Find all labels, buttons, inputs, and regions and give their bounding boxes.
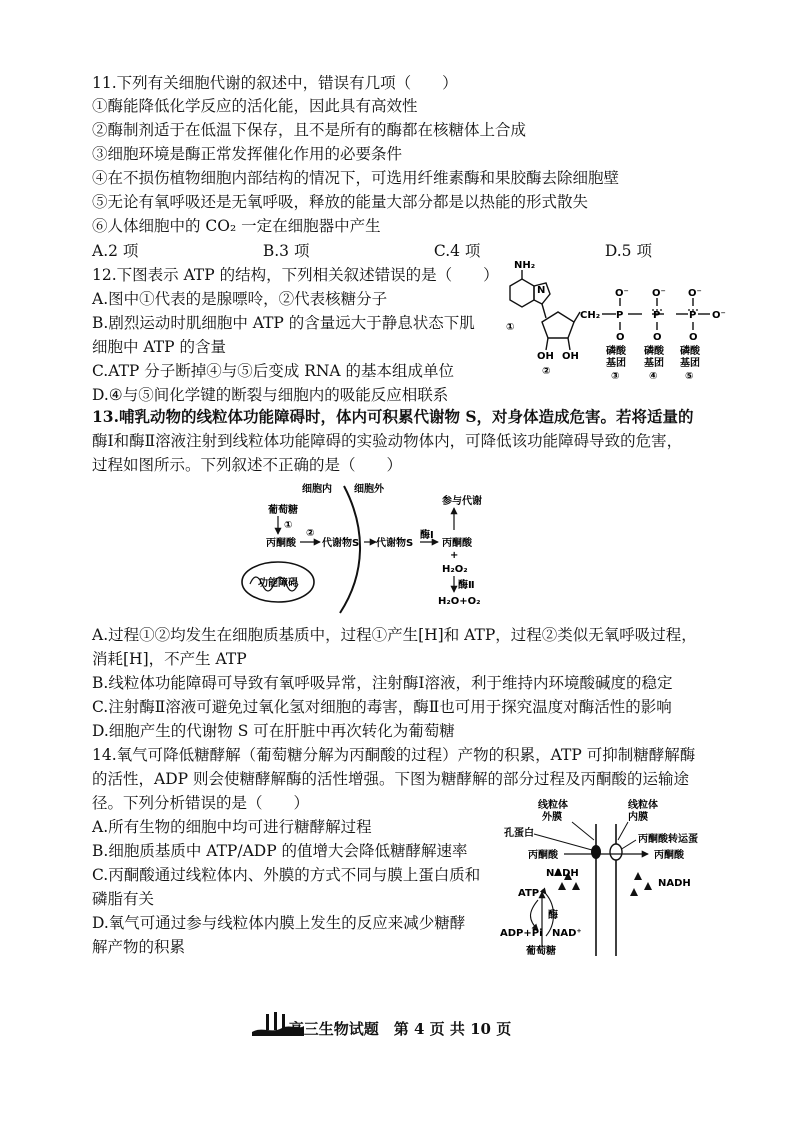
q13-option-a: A.过程①②均发生在细胞质基质中，过程①产生[H]和 ATP，过程②类似无氧呼吸过程，: [92, 626, 697, 644]
q11-stem: 11.下列有关细胞代谢的叙述中，错误有几项（ ）: [92, 74, 458, 92]
q14-option-c-cont: 磷脂有关: [92, 890, 155, 908]
q14-option-c: C.丙酮酸通过线粒体内、外膜的方式不同与膜上蛋白质和: [92, 866, 481, 884]
fig13-enzyme1: 酶Ⅰ: [420, 530, 434, 541]
fig13-step2: ②: [306, 528, 315, 539]
fig14-enzyme: 酶: [548, 910, 558, 921]
atp-group-bottom-4: 基团: [644, 358, 664, 369]
q11-item-4: ④在不损伤植物细胞内部结构的情况下，可选用纤维素酶和果胶酶去除细胞壁: [92, 169, 620, 187]
q13-option-c: C.注射酶Ⅱ溶液可避免过氧化氢对细胞的毒害，酶Ⅱ也可用于探究温度对酶活性的影响: [92, 698, 672, 716]
atp-group-bottom-5: 基团: [680, 358, 700, 369]
q14-option-d: D.氧气可通过参与线粒体内膜上发生的反应来减少糖酵: [92, 914, 466, 932]
q11-option-c: C.4 项: [433, 242, 481, 260]
q14-stem-line-3: 径。下列分析错误的是（ ）: [92, 794, 310, 812]
atp-p1: P: [616, 310, 624, 321]
q13-option-b: B.线粒体功能障碍可导致有氧呼吸异常，注射酶Ⅰ溶液，利于维持内环境酸碱度的稳定: [92, 674, 673, 692]
fig14-glucose: 葡萄糖: [526, 946, 556, 957]
atp-label-1: ①: [506, 322, 515, 333]
atp-o-minus-2: O⁻: [652, 288, 666, 299]
metabolite-figure: [236, 478, 536, 618]
q11-item-5: ⑤无论有氧呼吸还是无氧呼吸，释放的能量大部分都是以热能的形式散失: [92, 193, 589, 211]
atp-o-1: O: [616, 332, 625, 343]
fig13-h2o2: H₂O₂: [442, 564, 468, 575]
atp-o-minus-1: O⁻: [615, 288, 629, 299]
atp-o-minus-end: O⁻: [712, 310, 726, 321]
q13-option-a-cont: 消耗[H]，不产生 ATP: [92, 650, 247, 668]
glycolysis-figure: [498, 796, 728, 960]
atp-oh-right: OH: [562, 351, 579, 362]
fig13-mito-label: 功能障碍: [258, 578, 298, 589]
q11-item-6: ⑥人体细胞中的 CO₂ 一定在细胞器中产生: [92, 217, 381, 235]
fig13-metabolite-in: 代谢物S: [322, 538, 360, 549]
fig14-nad: NAD⁺: [552, 928, 582, 939]
q11-item-3: ③细胞环境是酶正常发挥催化作用的必要条件: [92, 145, 403, 163]
q14-option-a: A.所有生物的细胞中均可进行糖酵解过程: [92, 818, 372, 836]
atp-group-bottom-3: 基团: [606, 358, 626, 369]
q13-option-d: D.细胞产生的代谢物 S 可在肝脏中再次转化为葡萄糖: [92, 722, 455, 740]
atp-p3: P: [689, 310, 697, 321]
fig13-enzyme2: 酶Ⅱ: [458, 580, 475, 591]
atp-nh2-label: NH₂: [514, 260, 536, 271]
q14-stem-line-2: 的活性，ADP 则会使糖酵解酶的活性增强。下图为糖酵解的部分过程及丙酮酸的运输途: [92, 770, 689, 788]
q11-item-1: ①酶能降低化学反应的活化能，因此具有高效性: [92, 97, 418, 115]
fig13-pyruvate-out: 丙酮酸: [442, 538, 472, 549]
page-footer: 高三生物试题 第 4 页 共 10 页: [288, 1020, 512, 1038]
atp-p2: P: [653, 310, 661, 321]
fig13-pyruvate: 丙酮酸: [266, 538, 296, 549]
q12-stem: 12.下图表示 ATP 的结构，下列相关叙述错误的是（ ）: [92, 266, 499, 284]
atp-label-2: ②: [542, 366, 551, 377]
q13-stem-line-1: 13.哺乳动物的线粒体功能障碍时，体内可积累代谢物 S，对身体造成危害。若将适量的: [92, 407, 694, 426]
fig14-inner-1: 线粒体: [628, 800, 658, 811]
q14-option-d-cont: 解产物的积累: [92, 938, 186, 956]
fig14-porin: 孔蛋白: [504, 828, 534, 839]
fig13-inside: 细胞内: [302, 484, 332, 495]
atp-group-top-4: 磷酸: [644, 346, 664, 357]
fig14-nadh-right: NADH: [658, 878, 691, 889]
q12-option-c: C.ATP 分子断掉④与⑤后变成 RNA 的基本组成单位: [92, 362, 455, 380]
atp-n-label: N: [537, 285, 546, 296]
q12-option-d: D.④与⑤间化学键的断裂与细胞内的吸能反应相联系: [92, 386, 449, 404]
q12-option-b-cont: 细胞中 ATP 的含量: [92, 338, 226, 356]
q11-item-2: ②酶制剂适于在低温下保存，且不是所有的酶都在核糖体上合成: [92, 121, 527, 139]
fig13-plus: +: [450, 550, 459, 561]
q13-stem-line-3: 过程如图所示。下列叙述不正确的是（ ）: [92, 456, 403, 474]
atp-o-minus-3: O⁻: [688, 288, 702, 299]
fig14-outer-2: 外膜: [542, 812, 562, 823]
q11-option-b: B.3 项: [262, 242, 310, 260]
fig14-pyruvate-left: 丙酮酸: [528, 850, 558, 861]
q13-stem-line-2: 酶Ⅰ和酶Ⅱ溶液注射到线粒体功能障碍的实验动物体内，可降低该功能障碍导致的危害，: [92, 432, 683, 450]
fig14-outer-1: 线粒体: [538, 800, 568, 811]
q11-option-a: A.2 项: [92, 242, 139, 260]
fig13-participate: 参与代谢: [442, 496, 482, 507]
q11-option-d: D.5 项: [604, 242, 652, 260]
fig14-inner-2: 内膜: [628, 812, 648, 823]
q14-option-b: B.细胞质基质中 ATP/ADP 的值增大会降低糖酵解速率: [92, 842, 468, 860]
atp-label-3: ③: [611, 371, 620, 382]
atp-structure-figure: [480, 256, 730, 386]
fig14-adp-pi: ADP+Pi: [500, 928, 543, 939]
atp-group-top-5: 磷酸: [680, 346, 700, 357]
fig13-outside: 细胞外: [354, 484, 384, 495]
fig13-products: H₂O+O₂: [438, 596, 481, 607]
fig14-pyruvate-right: 丙酮酸: [654, 850, 684, 861]
atp-o-3: O: [689, 332, 698, 343]
fig13-metabolite-out: 代谢物S: [376, 538, 414, 549]
atp-label-4: ④: [649, 371, 658, 382]
q12-option-b: B.剧烈运动时肌细胞中 ATP 的含量远大于静息状态下肌: [92, 314, 475, 332]
fig14-atp: ATP: [518, 888, 540, 899]
atp-o-2: O: [653, 332, 662, 343]
atp-group-top-3: 磷酸: [606, 346, 626, 357]
fig13-glucose: 葡萄糖: [268, 505, 298, 516]
fig13-step1: ①: [284, 520, 293, 531]
atp-ch2-label: CH₂: [580, 310, 601, 321]
q12-option-a: A.图中①代表的是腺嘌呤，②代表核糖分子: [92, 290, 388, 308]
q14-stem-line-1: 14.氧气可降低糖酵解（葡萄糖分解为丙酮酸的过程）产物的积累，ATP 可抑制糖酵解酶: [92, 746, 696, 764]
atp-label-5: ⑤: [685, 371, 694, 382]
atp-oh-left: OH: [537, 351, 554, 362]
fig14-transporter: 丙酮酸转运蛋: [638, 834, 698, 845]
fig14-nadh-left: NADH: [546, 868, 579, 879]
